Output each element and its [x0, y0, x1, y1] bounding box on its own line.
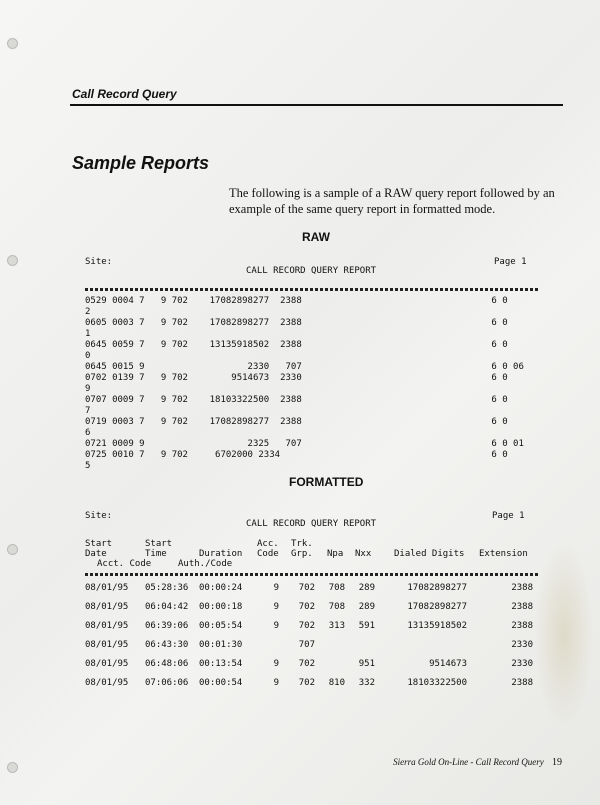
cell-time: 06:04:42 — [145, 602, 189, 612]
formatted-rows — [85, 583, 540, 697]
raw-line: 0529 0004 7 9 702 17082898277 2388 6 0 — [85, 296, 508, 306]
cell-date: 08/01/95 — [85, 640, 129, 650]
cell-nxx: 951 — [358, 659, 375, 669]
table-row — [85, 659, 540, 678]
cell-dialed: 13135918502 — [407, 621, 467, 631]
cell-trk: 702 — [298, 678, 315, 688]
cell-date: 08/01/95 — [85, 678, 129, 688]
paper-stain — [534, 540, 594, 730]
cell-acc: 9 — [273, 621, 279, 631]
col-acct-code: Acct. Code — [97, 559, 152, 569]
col-dialed-digits: Dialed Digits — [394, 549, 465, 559]
cell-trk: 702 — [298, 583, 315, 593]
raw-line: 5 — [85, 461, 91, 471]
intro-paragraph: The following is a sample of a RAW query report followed by an example of the same query report in formatted mode. — [229, 186, 555, 216]
cell-npa: 708 — [328, 583, 345, 593]
cell-ext: 2388 — [511, 621, 533, 631]
cell-nxx: 289 — [358, 602, 375, 612]
cell-dialed: 17082898277 — [407, 583, 467, 593]
formatted-separator — [85, 573, 540, 576]
cell-trk: 702 — [298, 659, 315, 669]
cell-duration: 00:00:24 — [199, 583, 243, 593]
formatted-site-label: Site: — [85, 511, 113, 521]
table-row — [85, 640, 540, 659]
col-extension: Extension — [479, 549, 528, 559]
cell-time: 05:28:36 — [145, 583, 189, 593]
punch-hole — [7, 762, 18, 773]
raw-line: 0605 0003 7 9 702 17082898277 2388 6 0 — [85, 318, 508, 328]
raw-line: 0702 0139 7 9 702 9514673 2330 6 0 — [85, 373, 508, 383]
cell-acc: 9 — [273, 583, 279, 593]
raw-separator — [85, 288, 540, 291]
raw-line: 9 — [85, 384, 91, 394]
cell-date: 08/01/95 — [85, 659, 129, 669]
col-start-time: Start Time — [145, 539, 173, 559]
raw-line: 0721 0009 9 2325 707 6 0 01 — [85, 439, 524, 449]
formatted-page-label: Page 1 — [492, 511, 525, 521]
cell-ext: 2388 — [511, 583, 533, 593]
punch-hole — [7, 255, 18, 266]
cell-duration: 00:00:18 — [199, 602, 243, 612]
page-footer — [393, 757, 562, 768]
raw-line: 0645 0015 9 2330 707 6 0 06 — [85, 362, 524, 372]
raw-line: 2 — [85, 307, 91, 317]
cell-acc: 9 — [273, 678, 279, 688]
footer-text: Sierra Gold On-Line - Call Record Query — [393, 757, 544, 767]
table-row — [85, 621, 540, 640]
running-header: Call Record Query — [72, 87, 177, 101]
cell-trk: 702 — [298, 621, 315, 631]
cell-date: 08/01/95 — [85, 602, 129, 612]
col-start-date: Start Date — [85, 539, 113, 559]
section-title: Sample Reports — [72, 153, 210, 173]
raw-line: 0645 0059 7 9 702 13135918502 2388 6 0 — [85, 340, 508, 350]
table-row — [85, 678, 540, 697]
cell-trk: 707 — [298, 640, 315, 650]
cell-date: 08/01/95 — [85, 621, 129, 631]
cell-time: 06:39:06 — [145, 621, 189, 631]
cell-time: 07:06:06 — [145, 678, 189, 688]
raw-line: 0 — [85, 351, 91, 361]
formatted-label: FORMATTED — [289, 475, 364, 489]
raw-line: 0719 0003 7 9 702 17082898277 2388 6 0 — [85, 417, 508, 427]
col-duration: Duration — [199, 549, 243, 559]
cell-nxx: 332 — [358, 678, 375, 688]
raw-line: 0725 0010 7 9 702 6702000 2334 6 0 — [85, 450, 508, 460]
raw-report-lines — [85, 296, 524, 472]
raw-line: 7 — [85, 406, 91, 416]
cell-duration: 00:13:54 — [199, 659, 243, 669]
cell-time: 06:48:06 — [145, 659, 189, 669]
cell-ext: 2388 — [511, 602, 533, 612]
header-rule — [70, 104, 563, 106]
punch-hole — [7, 38, 18, 49]
table-row — [85, 602, 540, 621]
cell-dialed: 18103322500 — [407, 678, 467, 688]
raw-page-label: Page 1 — [494, 257, 527, 267]
cell-acc: 9 — [273, 602, 279, 612]
raw-report-title: CALL RECORD QUERY REPORT — [246, 266, 377, 276]
raw-line: 1 — [85, 329, 91, 339]
col-auth-code: Auth./Code — [178, 559, 233, 569]
cell-time: 06:43:30 — [145, 640, 189, 650]
raw-line: 0707 0009 7 9 702 18103322500 2388 6 0 — [85, 395, 508, 405]
punch-hole — [7, 544, 18, 555]
cell-ext: 2330 — [511, 640, 533, 650]
formatted-table — [85, 539, 540, 688]
cell-duration: 00:05:54 — [199, 621, 243, 631]
cell-dialed: 17082898277 — [407, 602, 467, 612]
col-nxx: Nxx — [355, 549, 372, 559]
cell-nxx: 591 — [358, 621, 375, 631]
col-acc-code: Acc. Code — [257, 539, 279, 559]
col-trk-grp: Trk. Grp. — [291, 539, 313, 559]
cell-nxx: 289 — [358, 583, 375, 593]
table-row — [85, 583, 540, 602]
cell-npa: 708 — [328, 602, 345, 612]
cell-ext: 2330 — [511, 659, 533, 669]
raw-site-label: Site: — [85, 257, 113, 267]
cell-date: 08/01/95 — [85, 583, 129, 593]
cell-dialed: 9514673 — [429, 659, 467, 669]
formatted-report-title: CALL RECORD QUERY REPORT — [246, 519, 377, 529]
cell-ext: 2388 — [511, 678, 533, 688]
cell-trk: 702 — [298, 602, 315, 612]
cell-acc: 9 — [273, 659, 279, 669]
cell-duration: 00:00:54 — [199, 678, 243, 688]
cell-duration: 00:01:30 — [199, 640, 243, 650]
cell-npa: 313 — [328, 621, 345, 631]
raw-line: 6 — [85, 428, 91, 438]
formatted-table-header — [85, 539, 540, 573]
col-npa: Npa — [327, 549, 344, 559]
cell-npa: 810 — [328, 678, 345, 688]
raw-label: RAW — [302, 230, 330, 244]
footer-page-number: 19 — [552, 757, 562, 768]
